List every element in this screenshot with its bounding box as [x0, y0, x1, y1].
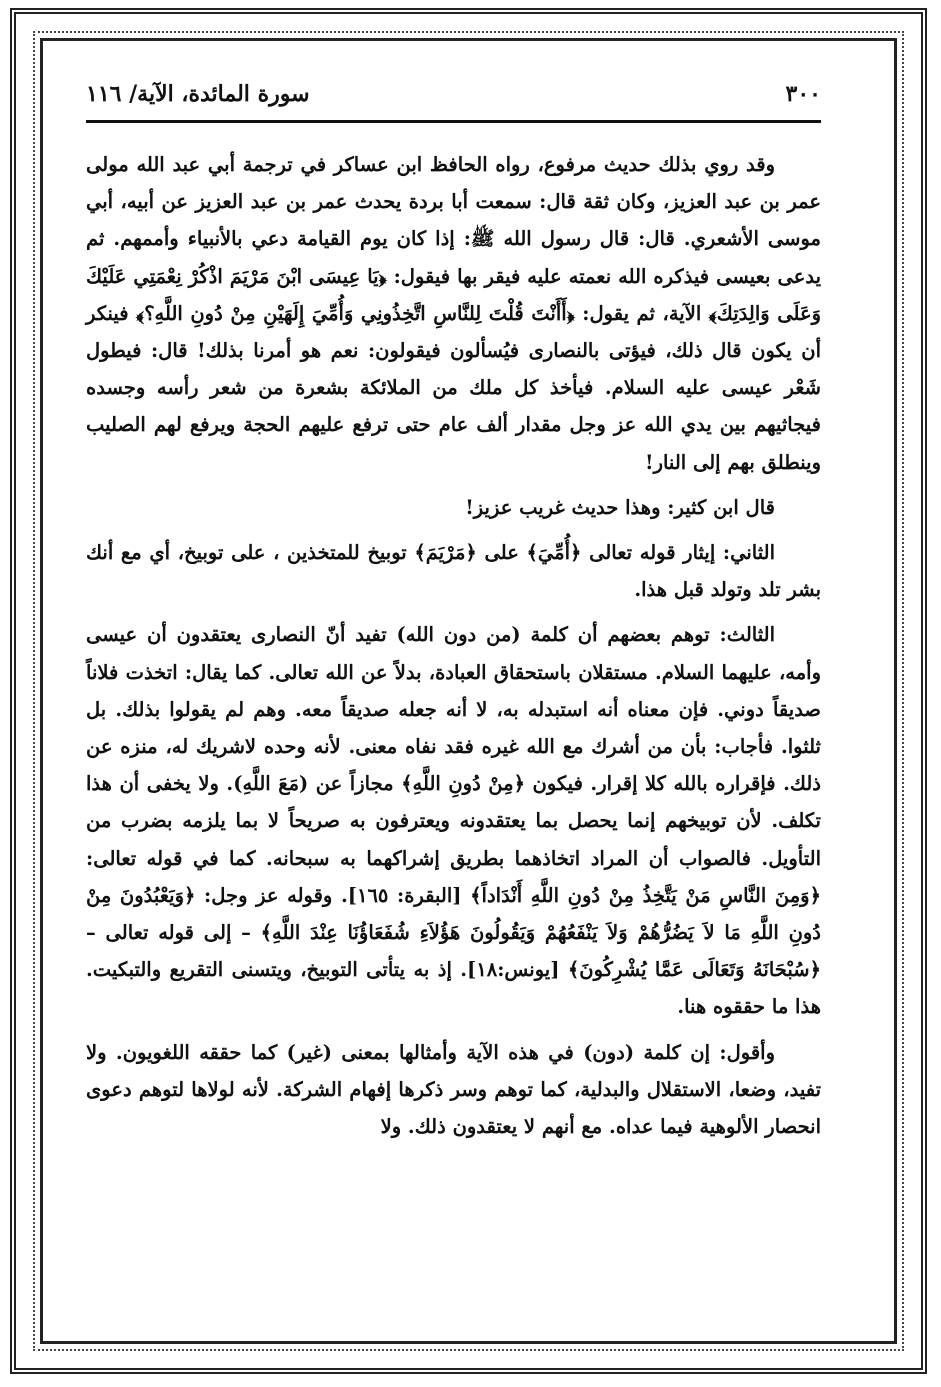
- page-body: [86, 146, 821, 1145]
- running-title: سورة المائدة، الآية/ ١١٦: [86, 81, 310, 107]
- paragraph-ibn-kathir: قال ابن كثير: وهذا حديث غريب عزيز!: [465, 495, 775, 519]
- paragraph-third-point: الثالث: توهم بعضهم أن كلمة (من دون الله) تفيد أنّ النصارى يعتقدون أن عيسى وأمه، عليهما السلام. مستقلان باستحقاق العبادة، بدلاً عن الله تعالى. كما يقال: اتخذت فلاناً صديقاً دوني. فإن معناه أنه استبدله به، لا أنه جعله صديقاً معه. وهم لم يقولوا بذلك. بل ثلثوا. فأجاب: بأن من أشرك مع الله غيره فقد نفاه معنى. لأنه وحده لاشريك له، منزه عن ذلك. فإقراره بالله كلا إقرار. فيكون ﴿مِنْ دُونِ اللَّهِ﴾ مجازاً عن (مَعَ اللَّهِ). ولا يخفى أن هذا تكلف. لأن توبيخهم إنما يحصل بما يعتقدونه ويعترفون به صريحاً لا بما يلزمه بضرب من التأويل. فالصواب أن المراد اتخاذهما بطريق إشراكهما به سبحانه. كما في قوله تعالى: ﴿وَمِنَ النَّاسِ مَنْ يَتَّخِذُ مِنْ دُونِ اللَّهِ أَنْدَاداً﴾ [البقرة: ١٦٥]. وقوله عز وجل: ﴿وَيَعْبُدُونَ مِنْ دُونِ اللَّهِ مَا لاَ يَضُرُّهُمْ وَلاَ يَنْفَعُهُمْ وَيَقُولُونَ هَؤُلاَءِ شُفَعَاؤُنَا عِنْدَ اللَّهِ﴾ – إلى قوله تعالى – ﴿سُبْحَانَهُ وَتَعَالَى عَمَّا يُشْرِكُونَ﴾ [يونس:١٨]. إذ به يتأتى التوبيخ، ويتسنى التقريع والتبكيت. هذا ما حققوه هنا.: [86, 623, 822, 1019]
- paragraph-author-comment: وأقول: إن كلمة (دون) في هذه الآية وأمثالها بمعنى (غير) كما حققه اللغويون. ولا تفيد، وضعا، الاستقلال والبدلية، كما توهم وسر ذكرها إفهام الشركة. لأنه لولاها لتوهم دعوى انحصار الألوهية فيما عداه. مع أنهم لا يعتقدون ذلك. ولا: [86, 1040, 821, 1139]
- paragraph-second-point: الثاني: إيثار قوله تعالى ﴿أُمِّيَ﴾ على ﴿مَرْيَمَ﴾ توبيخ للمتخذين ، على توبيخ، أي مع أنك بشر تلد وتولد قبل هذا.: [86, 541, 821, 602]
- paragraph-hadith: وقد روي بذلك حديث مرفوع، رواه الحافظ ابن عساكر في ترجمة أبي عبد الله مولى عمر بن عبد العزيز، وكان ثقة قال: سمعت أبا بردة يحدث عمر بن عبد العزيز عن أبيه، أبي موسى الأشعري. قال: قال رسول الله ﷺ: إذا كان يوم القيامة دعي بالأنبياء وأممهم. ثم يدعى بعيسى فيذكره الله نعمته عليه فيقر بها فيقول: ﴿يَا عِيسَى ابْنَ مَرْيَمَ اذْكُرْ نِعْمَتِي عَلَيْكَ وَعَلَى وَالِدَتِكَ﴾ الآية، ثم يقول: ﴿أَأَنْتَ قُلْتَ لِلنَّاسِ اتَّخِذُونِي وَأُمِّيَ إِلَهَيْنِ مِنْ دُونِ اللَّهِ؟﴾ فينكر أن يكون قال ذلك، فيؤتى بالنصارى فيُسألون فيقولون: نعم هو أمرنا بذلك! قال: فيطول شَعْر عيسى عليه السلام. فيأخذ كل ملك من الملائكة بشعرة من شعر رأسه وجسده فيجاثيهم بين يدي الله عز وجل مقدار ألف عام حتى ترفع عليهم الحجة ويرفع لهم الصليب وينطلق بهم إلى النار!: [86, 153, 821, 474]
- page-number: ٣٠٠: [785, 81, 821, 107]
- page-header: [86, 74, 821, 114]
- header-rule: [86, 120, 821, 123]
